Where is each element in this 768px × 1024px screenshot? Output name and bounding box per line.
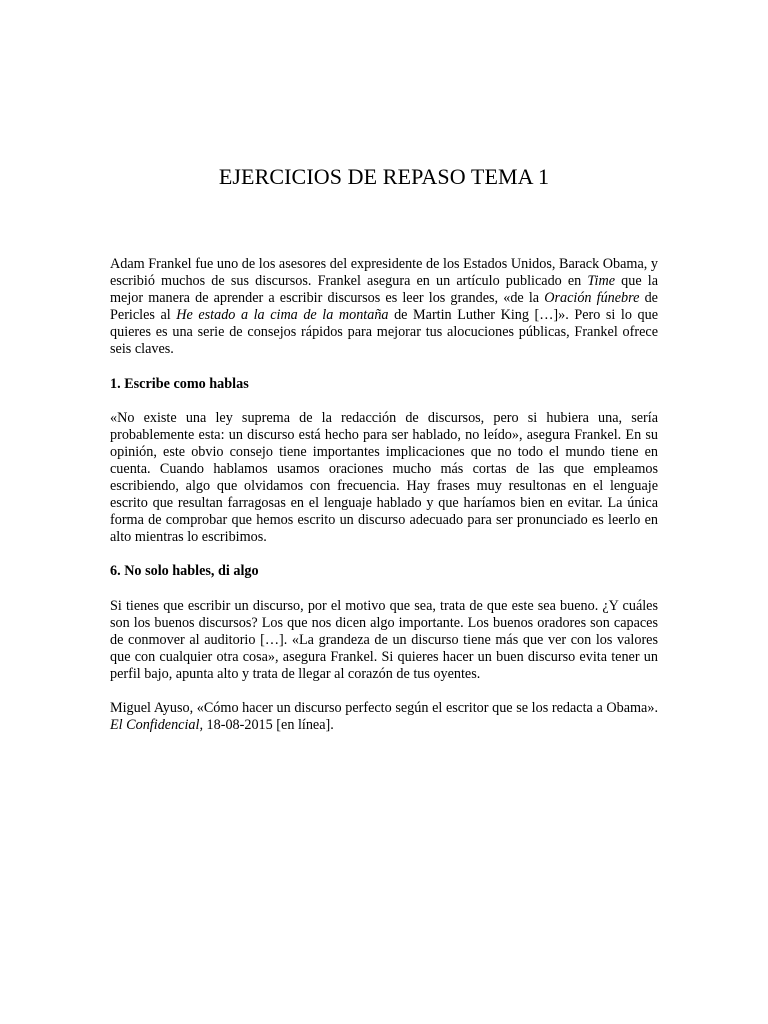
spacer xyxy=(110,359,658,376)
citation-text-1: Miguel Ayuso, «Cómo hacer un discurso perfecto según el escritor que se los redacta a Obama». xyxy=(110,699,658,716)
citation-source: El Confidencial, xyxy=(110,717,203,734)
citation-paragraph xyxy=(110,700,658,734)
page-title: EJERCICIOS DE REPASO TEMA 1 xyxy=(218,164,550,189)
section6-paragraph: Si tienes que escribir un discurso, por el motivo que sea, trata de que este sea bueno. ¿Y cuáles son los buenos discursos? Los que nos dicen algo importante. Los buenos oradores son capaces de conmover al auditorio […]. «La grandeza de un discurso tiene más que ver con los valores que con cualquier otra cosa», asegura Frankel. Si quieres hacer un buen discurso evita tener un perfil bajo, apunta alto y trata de llegar al corazón de tus oyentes. xyxy=(110,597,658,682)
intro-paragraph xyxy=(110,256,658,359)
intro-text-3: de Pericles al xyxy=(110,290,658,324)
document-body xyxy=(110,256,658,734)
intro-text-1: Adam Frankel fue uno de los asesores del expresidente de los Estados Unidos, Barack Obama, y escribió muchos de sus discursos. Frankel asegura en un artículo publicado en xyxy=(110,256,658,290)
section1-heading: 1. Escribe como hablas xyxy=(110,375,249,392)
section6-heading: 6. No solo hables, di algo xyxy=(110,563,259,580)
intro-text-2: que la mejor manera de aprender a escribir discursos es leer los grandes, «de la xyxy=(110,273,658,307)
section1-paragraph: «No existe una ley suprema de la redacción de discursos, pero si hubiera una, sería probablemente esta: un discurso está hecho para ser hablado, no leído», asegura Frankel. En su opinión, este obvio consejo tiene importantes implicaciones que no todo el mundo tiene en cuenta. Cuando hablamos usamos oraciones mucho más cortas de las que empleamos escribiendo, algo que olvidamos con frecuencia. Hay frases muy resultonas en el lenguaje escrito que resultan farragosas en el lenguaje hablado y que haríamos bien en evitar. La única forma de comprobar que hemos escrito un discurso adecuado para ser pronunciado es leerlo en alto mientras lo escribimos. xyxy=(110,409,658,546)
spacer xyxy=(110,581,658,598)
spacer xyxy=(110,546,658,563)
intro-text-4: de Martin Luther King […]». Pero si lo que quieres es una serie de consejos rápidos para mejorar tus alocuciones públicas, Frankel ofrece seis claves. xyxy=(110,307,658,358)
spacer xyxy=(110,393,658,410)
spacer xyxy=(110,683,658,700)
intro-italic-time: Time xyxy=(587,273,615,290)
intro-italic-oracion: Oración fúnebre xyxy=(544,290,640,307)
intro-italic-cima: He estado a la cima de la montaña xyxy=(176,307,389,324)
citation-text-2: 18-08-2015 [en línea]. xyxy=(203,717,334,734)
